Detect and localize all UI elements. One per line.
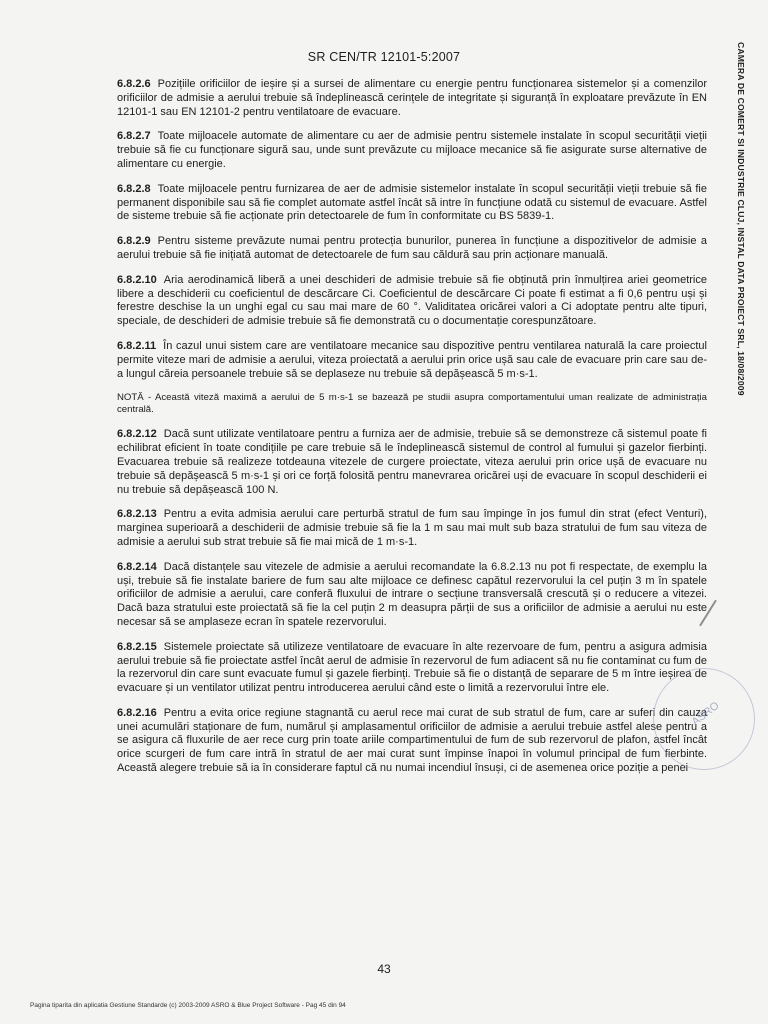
section-paragraph: [117, 707, 707, 776]
section-number: 6.8.2.11: [117, 339, 157, 352]
section-number: 6.8.2.10: [117, 273, 157, 286]
section-paragraph: [117, 78, 707, 119]
section-text: Dacă sunt utilizate ventilatoare pentru a furniza aer de admisie, trebuie să se demonstreze că sistemul poate fi echilibrat eficient în toate condițiile pe care trebuie să le îndeplinească sistemul de control al fumului și gazelor fierbinți. Evacuarea trebuie să realizeze totdeauna vitezele de curgere proiectate, viteza aerului prin orice ușă de evacuare nu trebuie să depășească 5 m·s-1 și ori ce forță folosită pentru manevrarea oricărei uși de evacuare în scopul deschiderii ei nu trebuie să depășească 100 N.: [117, 428, 707, 496]
note-text: NOTĂ - Această viteză maximă a aerului de 5 m·s-1 se bazează pe studii asupra comportamentului uman realizate de administrația centrală.: [117, 392, 707, 416]
stamp-text: ASRO: [689, 699, 722, 729]
section-text: Pentru a evita orice regiune stagnantă cu aerul rece mai curat de sub stratul de fum, care ar suferi din cauza unei acumulări staționare de fum, numărul și amplasamentul orificiilor de admisie a aerului trebuie astfel alese pentru a se asigura că fluxurile de aer rece curg prin toate ariile compartimentului de fum de sub rezervorul de plafon, astfel încât orice scurgeri de fum care intră în stratul de aer mai curat sunt împinse înapoi în volumul principal de fum fierbinte. Această alegere trebuie să ia în considerare faptul că nu numai incendiul însuși, ci de asemenea orice poziție a penei: [117, 706, 707, 775]
section-paragraph: [117, 340, 707, 381]
section-text: Toate mijloacele pentru furnizarea de aer de admisie sistemelor instalate în scopul securității vieții trebuie să fie permanent disponibile sau să fie complet automate astfel încât să intre în funcțiune odată cu sistemul de evacuare. Astfel de sisteme trebuie să fie acționate prin detectoarele de fum în conformitate cu BS 5839-1.: [117, 182, 707, 223]
document-body: [117, 78, 707, 787]
section-text: Aria aerodinamică liberă a unei deschideri de admisie trebuie să fie obținută prin înmulțirea ariei geometrice libere a deschiderii cu coeficientul de descărcare Ci. Coeficientul de descărcare Ci poate fi estimat a fi 0,6 pentru uși și ferestre deschise la un unghi egal cu sau mai mare de 60 °. Validitatea oricărei valori a Ci adoptate pentru alte tipuri, speciale, de deschideri de admisie trebuie să fie demonstrată cu o documentație corespunzătoare.: [117, 273, 707, 328]
page-footer: Pagina tiparita din aplicatia Gestiune Standarde (c) 2003-2009 ASRO & Blue Project Software - Pag 45 din 94: [30, 1002, 346, 1009]
section-text: În cazul unui sistem care are ventilatoare mecanice sau dispozitive pentru ventilarea naturală la care proiectul permite viteze mari de admisie a aerului, viteza proiectată a aerului prin orice ușă sau cale de evacuare prin care sau de-a lungul căreia persoanele trebuie să se deplaseze nu trebuie să depășească 5 m·s-1.: [117, 339, 707, 380]
section-number: 6.8.2.9: [117, 235, 151, 248]
section-text: Pentru a evita admisia aerului care perturbă stratul de fum sau împinge în jos fumul din strat (efect Venturi), marginea superioară a deschiderii de admisie trebuie să fie la 1 m sau mai mult sub baza stratului de fum sau viteza de admisie a aerului sub strat trebuie să fie mai mică de 1 m·s-1.: [117, 508, 707, 548]
section-number: 6.8.2.14: [117, 560, 157, 573]
section-number: 6.8.2.13: [117, 508, 157, 521]
section-paragraph: [117, 183, 707, 224]
section-number: 6.8.2.8: [117, 182, 151, 195]
page-header: SR CEN/TR 12101-5:2007: [307, 50, 461, 64]
page-number: 43: [377, 962, 391, 976]
section-paragraph: [117, 428, 707, 497]
section-paragraph: [117, 235, 707, 263]
section-number: 6.8.2.15: [117, 640, 157, 653]
section-paragraph: [117, 274, 707, 329]
section-text: Sistemele proiectate să utilizeze ventilatoare de evacuare în alte rezervoare de fum, pentru a asigura admisia aerului trebuie să fie proiectate astfel încât aerul de admisie în rezervorul de fum adiacent să nu fie contaminat cu fum de la rezervorul din care sunt evacuate fumul și gazele fierbinți. Trebuie să fie o distanță de separare de 5 m între ieșirea de evacuare și un ventilator utilizat pentru introducerea aerului când este o limită a rezervorului între ele.: [117, 640, 707, 695]
side-watermark-text: CAMERA DE COMERT SI INDUSTRIE CLUJ, INSTAL DATA PROIECT SRL, 18/08/2009: [736, 42, 746, 396]
section-paragraph: [117, 508, 707, 549]
section-paragraph: [117, 130, 707, 171]
section-text: Toate mijloacele automate de alimentare cu aer de admisie pentru sistemele instalate în scopul securității vieții trebuie să fie cu funcționare sigură sau, unde sunt prevăzute cu mijloace mecanice să fie asigurate surse alternative de alimentare cu energie.: [117, 130, 707, 170]
section-number: 6.8.2.16: [117, 706, 157, 719]
section-text: Dacă distanțele sau vitezele de admisie a aerului recomandate la 6.8.2.13 nu pot fi respectate, de exemplu la uși, trebuie să fie instalate bariere de fum sau alte mijloace ce definesc capătul rezervorului la cel puțin 3 m în spatele orificiilor de admisie a aerului, care conferă fluxului de intrare o secțiune transversală crescută și o reducere a vitezei. Dacă baza stratului este proiectată să fie la cel puțin 2 m deasupra părții de sus a orificiilor de admisie a aerului nu este necesar să se amplaseze ecran în spatele rezervorului.: [117, 560, 707, 628]
section-text: Pentru sisteme prevăzute numai pentru protecția bunurilor, punerea în funcțiune a dispozitivelor de admisie a aerului trebuie să fie inițiată automat de detectoarele de fum sau căldură sau prin acționare manuală.: [117, 235, 707, 261]
section-number: 6.8.2.12: [117, 428, 157, 441]
section-text: Pozițiile orificiilor de ieșire și a sursei de alimentare cu energie pentru funcționarea sistemelor și a comenzilor orificiilor de admisie a aerului trebuie să îndeplinească cerințele de integritate și siguranță în exploatare prevăzute în EN 12101-1 sau EN 12101-2 pentru ventilatoare de evacuare.: [117, 78, 707, 118]
section-paragraph: [117, 561, 707, 630]
section-paragraph: [117, 641, 707, 696]
section-number: 6.8.2.6: [117, 78, 151, 90]
section-number: 6.8.2.7: [117, 130, 151, 143]
